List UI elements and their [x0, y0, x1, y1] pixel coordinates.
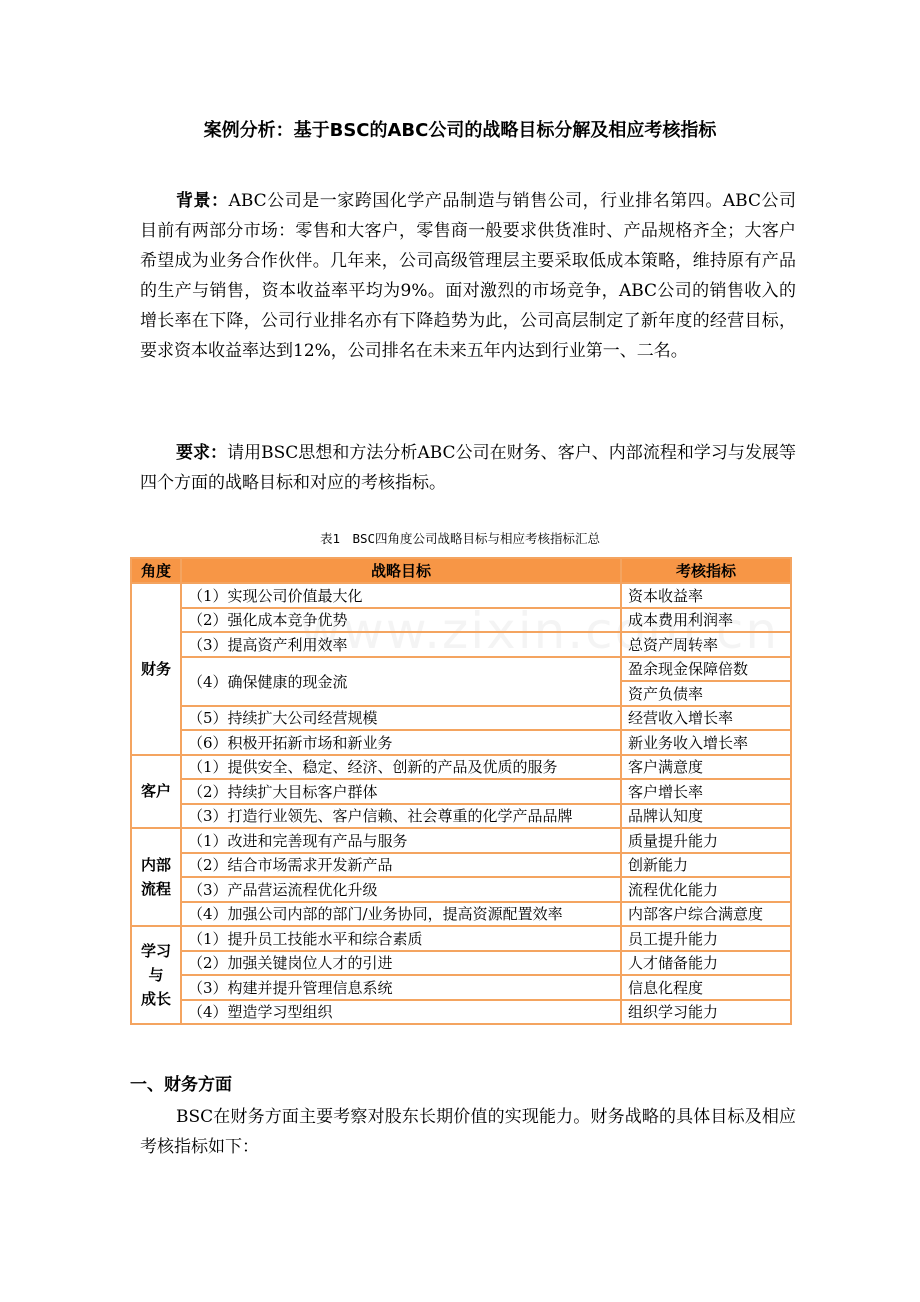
header-goal: 战略目标	[181, 558, 621, 583]
perspective-label: 内部 流程	[140, 856, 171, 898]
goal-cell: （2）加强关键岗位人才的引进	[181, 951, 621, 976]
requirement-paragraph	[140, 438, 796, 498]
goal-cell: （4）塑造学习型组织	[181, 1000, 621, 1025]
kpi-cell: 员工提升能力	[621, 926, 791, 951]
table-header-row	[131, 558, 791, 583]
table-row	[131, 755, 791, 780]
table-row	[131, 632, 791, 657]
table-body	[131, 583, 791, 1024]
table-row	[131, 583, 791, 608]
perspective-label: 财务	[140, 659, 171, 678]
goal-cell: （2）强化成本竞争优势	[181, 608, 621, 633]
kpi-cell: 客户满意度	[621, 755, 791, 780]
header-perspective: 角度	[131, 558, 181, 583]
table-row	[131, 804, 791, 829]
goal-cell: （2）结合市场需求开发新产品	[181, 853, 621, 878]
goal-cell: （1）实现公司价值最大化	[181, 583, 621, 608]
table-row	[131, 1000, 791, 1025]
table-row	[131, 877, 791, 902]
kpi-cell: 质量提升能力	[621, 828, 791, 853]
kpi-cell: 资本收益率	[621, 583, 791, 608]
kpi-cell: 组织学习能力	[621, 1000, 791, 1025]
goal-cell: （5）持续扩大公司经营规模	[181, 706, 621, 731]
table-row	[131, 779, 791, 804]
kpi-cell: 品牌认知度	[621, 804, 791, 829]
requirement-label: 要求：	[176, 443, 228, 463]
kpi-cell: 信息化程度	[621, 975, 791, 1000]
perspective-label: 学习 与 成长	[140, 942, 171, 1008]
kpi-cell: 资产负债率	[621, 681, 791, 706]
kpi-cell: 盈余现金保障倍数	[621, 657, 791, 682]
header-kpi: 考核指标	[621, 558, 791, 583]
goal-cell: （1）改进和完善现有产品与服务	[181, 828, 621, 853]
perspective-cell	[131, 926, 181, 1024]
perspective-label: 客户	[140, 782, 171, 801]
kpi-cell: 成本费用利润率	[621, 608, 791, 633]
table-caption: 表1 BSC四角度公司战略目标与相应考核指标汇总	[319, 531, 601, 546]
kpi-cell: 经营收入增长率	[621, 706, 791, 731]
page-title: 案例分析：基于BSC的ABC公司的战略目标分解及相应考核指标	[203, 120, 717, 141]
table-row	[131, 657, 791, 682]
goal-cell: （3）产品营运流程优化升级	[181, 877, 621, 902]
table-row	[131, 730, 791, 755]
section-heading: 一、财务方面	[130, 1075, 232, 1095]
requirement-text: 请用BSC思想和方法分析ABC公司在财务、客户、内部流程和学习与发展等四个方面的战略目标和对应的考核指标。	[140, 443, 796, 493]
table-row	[131, 975, 791, 1000]
perspective-cell	[131, 755, 181, 829]
goal-cell: （4）加强公司内部的部门/业务协同，提高资源配置效率	[181, 902, 621, 927]
goal-cell: （6）积极开拓新市场和新业务	[181, 730, 621, 755]
goal-cell: （4）确保健康的现金流	[181, 657, 621, 706]
kpi-cell: 新业务收入增长率	[621, 730, 791, 755]
kpi-cell: 总资产周转率	[621, 632, 791, 657]
table-row	[131, 608, 791, 633]
goal-cell: （2）持续扩大目标客户群体	[181, 779, 621, 804]
kpi-cell: 内部客户综合满意度	[621, 902, 791, 927]
goal-cell: （3）打造行业领先、客户信赖、社会尊重的化学产品品牌	[181, 804, 621, 829]
table-row	[131, 853, 791, 878]
table-row	[131, 951, 791, 976]
kpi-cell: 流程优化能力	[621, 877, 791, 902]
perspective-cell	[131, 583, 181, 755]
background-label: 背景：	[176, 191, 229, 211]
kpi-cell: 创新能力	[621, 853, 791, 878]
bsc-table	[130, 557, 792, 1025]
background-text: ABC公司是一家跨国化学产品制造与销售公司，行业排名第四。ABC公司目前有两部分市场：零售和大客户，零售商一般要求供货准时、产品规格齐全；大客户希望成为业务合作伙伴。几年来，公司高级管理层主要采取低成本策略，维持原有产品的生产与销售，资本收益率平均为9%。面对激烈的市场竞争，ABC公司的销售收入的增长率在下降，公司行业排名亦有下降趋势为此，公司高层制定了新年度的经营目标，要求资本收益率达到12%，公司排名在未来五年内达到行业第一、二名。	[140, 191, 796, 361]
table-row	[131, 828, 791, 853]
table-row	[131, 706, 791, 731]
kpi-cell: 客户增长率	[621, 779, 791, 804]
table-row	[131, 926, 791, 951]
goal-cell: （1）提供安全、稳定、经济、创新的产品及优质的服务	[181, 755, 621, 780]
kpi-cell: 人才储备能力	[621, 951, 791, 976]
goal-cell: （3）构建并提升管理信息系统	[181, 975, 621, 1000]
perspective-cell	[131, 828, 181, 926]
section-paragraph: BSC在财务方面主要考察对股东长期价值的实现能力。财务战略的具体目标及相应考核指标如下：	[140, 1107, 796, 1157]
background-paragraph	[140, 186, 796, 366]
goal-cell: （1）提升员工技能水平和综合素质	[181, 926, 621, 951]
table-row	[131, 902, 791, 927]
goal-cell: （3）提高资产利用效率	[181, 632, 621, 657]
